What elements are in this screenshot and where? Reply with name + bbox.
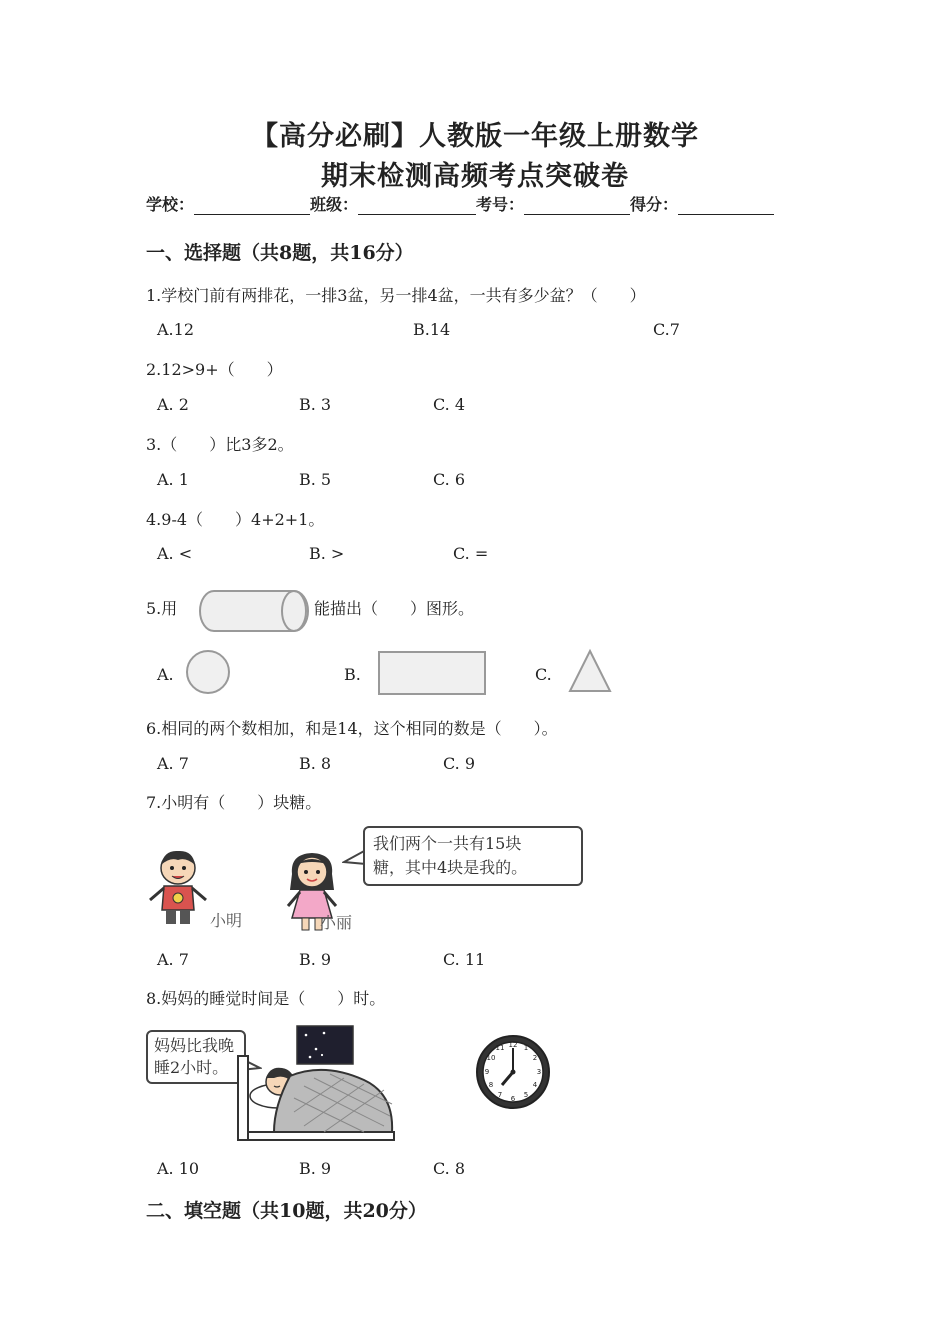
girl-speech-line-1: 我们两个一共有15块 <box>373 834 522 853</box>
girl-name-label: 小丽 <box>320 913 353 932</box>
section-1-title: 一、选择题（共8题，共16分） <box>146 242 414 264</box>
question-5-stem-pre: 5.用 <box>146 599 178 618</box>
svg-text:2: 2 <box>532 1054 538 1062</box>
page-title: 【高分必刷】人教版一年级上册数学 <box>251 121 699 152</box>
girl-speech-bubble <box>363 826 583 886</box>
question-1-option-c[interactable]: C.7 <box>653 320 680 339</box>
question-3-stem: 3.（ ）比3多2。 <box>146 435 294 454</box>
question-4-stem: 4.9-4（ ）4+2+1。 <box>146 510 325 529</box>
question-2-option-b[interactable]: B. 3 <box>299 395 332 414</box>
school-label: 学校： <box>146 195 195 214</box>
svg-text:1: 1 <box>523 1044 529 1052</box>
score-blank[interactable] <box>678 196 774 215</box>
girl-speech-line-2: 糖，其中4块是我的。 <box>373 858 528 877</box>
svg-text:10: 10 <box>486 1054 496 1062</box>
sleeping-boy-illustration <box>234 1046 400 1146</box>
svg-text:12: 12 <box>508 1041 518 1049</box>
question-4-option-a[interactable]: A. < <box>157 544 193 563</box>
question-7-option-b[interactable]: B. 9 <box>299 950 332 969</box>
question-5-option-a[interactable]: A. <box>157 665 174 684</box>
question-1-option-b[interactable]: B.14 <box>413 320 451 339</box>
question-6-stem: 6.相同的两个数相加，和是14，这个相同的数是（ ）。 <box>146 719 558 738</box>
question-8-option-b[interactable]: B. 9 <box>299 1159 332 1178</box>
exam-no-blank[interactable] <box>524 196 630 215</box>
question-1-stem: 1.学校门前有两排花，一排3盆，另一排4盆，一共有多少盆？（ ） <box>146 286 646 305</box>
exam-no-label: 考号： <box>476 195 525 214</box>
score-label: 得分： <box>630 195 679 214</box>
svg-text:6: 6 <box>510 1095 516 1103</box>
question-8-option-a[interactable]: A. 10 <box>157 1159 200 1178</box>
boy-speech-line-1: 妈妈比我晚 <box>154 1036 235 1055</box>
question-5-option-c[interactable]: C. <box>535 665 552 684</box>
question-5-option-b[interactable]: B. <box>344 665 361 684</box>
question-5-stem-post: 能描出（ ）图形。 <box>314 599 475 618</box>
question-4-option-c[interactable]: C. = <box>453 544 489 563</box>
page-subtitle: 期末检测高频考点突破卷 <box>321 161 629 192</box>
rectangle-figure <box>377 650 487 696</box>
triangle-figure <box>567 648 613 694</box>
class-blank[interactable] <box>358 196 476 215</box>
question-7-option-c[interactable]: C. 11 <box>443 950 486 969</box>
svg-text:8: 8 <box>488 1081 494 1089</box>
question-3-option-b[interactable]: B. 5 <box>299 470 332 489</box>
question-7-option-a[interactable]: A. 7 <box>157 950 189 969</box>
question-6-option-c[interactable]: C. 9 <box>443 754 476 773</box>
svg-text:4: 4 <box>532 1081 538 1089</box>
question-2-stem: 2.12>9+（ ） <box>146 360 283 379</box>
svg-text:3: 3 <box>536 1068 542 1076</box>
question-1-option-a[interactable]: A.12 <box>157 320 194 339</box>
section-2-title: 二、填空题（共10题，共20分） <box>146 1200 427 1222</box>
question-2-option-a[interactable]: A. 2 <box>157 395 189 414</box>
question-4-option-b[interactable]: B. > <box>309 544 345 563</box>
clock-icon <box>474 1033 552 1111</box>
question-8-stem: 8.妈妈的睡觉时间是（ ）时。 <box>146 989 386 1008</box>
question-7-stem: 7.小明有（ ）块糖。 <box>146 793 322 812</box>
boy-name-label: 小明 <box>210 911 243 930</box>
boy-speech-bubble <box>146 1030 246 1084</box>
boy-speech-line-2: 睡2小时。 <box>154 1058 229 1077</box>
question-3-option-c[interactable]: C. 6 <box>433 470 466 489</box>
svg-text:11: 11 <box>495 1044 505 1052</box>
circle-figure <box>185 649 233 695</box>
question-6-option-a[interactable]: A. 7 <box>157 754 189 773</box>
svg-text:7: 7 <box>497 1091 503 1099</box>
question-6-option-b[interactable]: B. 8 <box>299 754 332 773</box>
cylinder-figure <box>196 587 312 635</box>
svg-text:5: 5 <box>523 1091 529 1099</box>
question-3-option-a[interactable]: A. 1 <box>157 470 189 489</box>
boy-illustration <box>146 848 210 930</box>
student-info-row <box>146 192 774 215</box>
school-blank[interactable] <box>194 196 310 215</box>
question-8-option-c[interactable]: C. 8 <box>433 1159 466 1178</box>
svg-text:9: 9 <box>484 1068 490 1076</box>
question-2-option-c[interactable]: C. 4 <box>433 395 466 414</box>
class-label: 班级： <box>310 195 359 214</box>
